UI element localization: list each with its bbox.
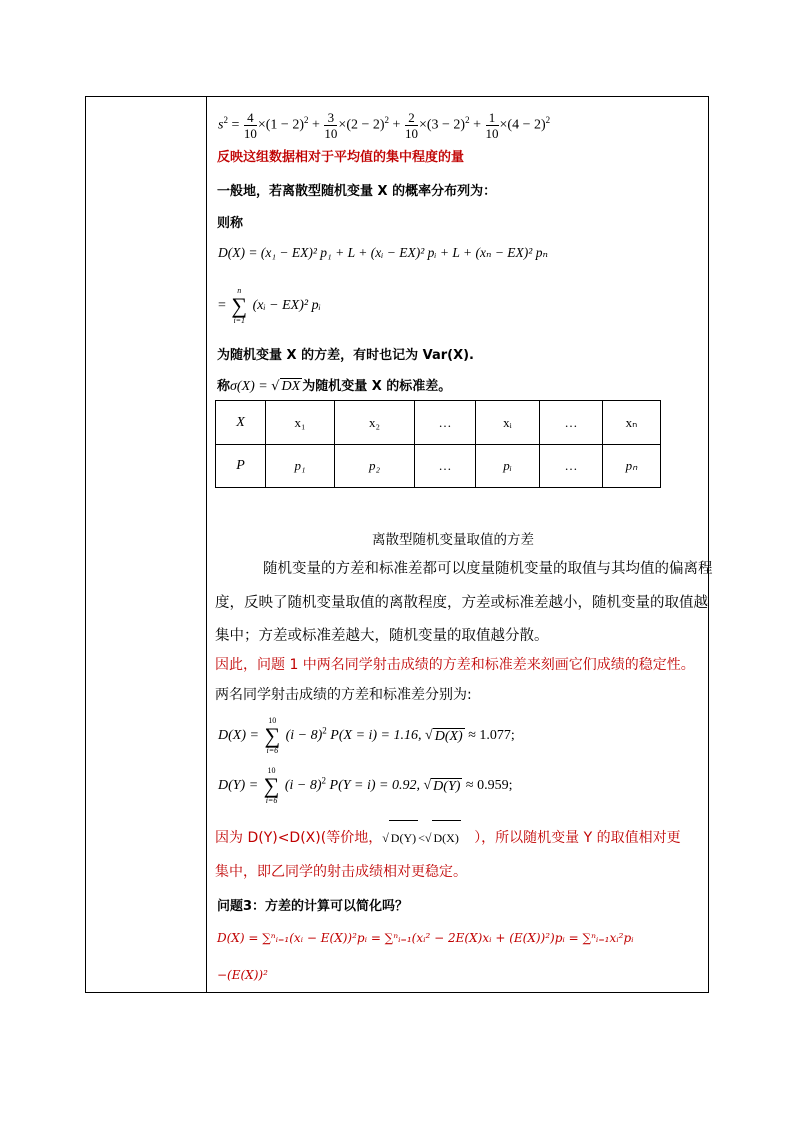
dx-result-formula: D(X) = 10 ∑ i=6 $(i - 8)^2$ P(X = i) = 1.16, √ D(X) ≈ 1.077; [218,716,515,755]
summation-sign: n ∑ i=1 [231,286,248,325]
std-deviation-line: 称σ(X) = √ DX 为随机变量 X 的标准差。 [217,379,452,394]
summation-sign: 10 ∑ i=6 [264,716,281,755]
fraction-term-2: $\frac{3}{10}$ [324,109,338,141]
simplify-formula-line-2: −(E(X))² [217,968,268,982]
table-cell: … [415,445,476,488]
paragraph-line-2: 度，反映了随机变量取值的离散程度，方差或标准差越小，随机变量的取值越 [215,595,708,611]
table-cell: p₁ [266,445,335,488]
paragraph-line-3: 集中；方差或标准差越大，随机变量的取值越分散。 [215,628,549,644]
dx-sum-formula: = n ∑ i=1 (xᵢ − EX)² pᵢ [218,286,321,325]
table-cell: P [216,445,266,488]
table-cell: … [415,401,476,445]
table-cell: … [540,445,603,488]
fraction-term-4: $\frac{1}{10}$ [485,109,499,141]
line-both-students: 两名同学射击成绩的方差和标准差分别为: [215,687,472,703]
distribution-table [215,400,661,488]
table-cell: x₁ [266,401,335,445]
red-heading-concentration: 反映这组数据相对于平均值的集中程度的量 [217,150,465,165]
question-3: 问题3：方差的计算可以简化吗？ [217,899,409,914]
table-cell: p₂ [335,445,415,488]
table-cell: … [540,401,603,445]
simplify-formula-line-1: D(X) = ∑ⁿᵢ₌₁(xᵢ − E(X))²pᵢ = ∑ⁿᵢ₌₁(xᵢ² − 2E(X)xᵢ + (E(X))²)pᵢ = ∑ⁿᵢ₌₁xᵢ²pᵢ [217,931,634,945]
table-cell: xₙ [603,401,661,445]
summation-sign: 10 ∑ i=6 [263,766,280,805]
fraction-term-1: $\frac{4}{10}$ [243,109,257,141]
because-line-2: 集中，即乙同学的射击成绩相对更稳定。 [215,864,467,880]
paragraph-line-1: 随机变量的方差和标准差都可以度量随机变量的取值与其均值的偏离程 [263,561,713,577]
column-divider [206,96,207,993]
bold-line-variance-def: 为随机变量 X 的方差，有时也记为 Var(X). [217,348,474,363]
bold-line-distribution-intro: 一般地，若离散型随机变量 X 的概率分布列为： [217,184,497,199]
bold-line-then-call: 则称 [217,216,244,231]
dx-definition-formula: D(X) = (x₁ − EX)² p₁ + L + (xᵢ − EX)² pᵢ + L + (xₙ − EX)² pₙ [218,245,548,260]
s-symbol: s [218,117,224,133]
table-cell: X [216,401,266,445]
variance-example-formula: $s^2$ = $\frac{4}{10}$ $\times(1 - 2)^2$ + $\frac{3}{10}$ $\times(2 - 2)^2$ + $\frac{2}{10}$ $\times(3 - 2)^2$ + $\frac{1}{10}$ $\times(4 - 2)^2$ [218,109,551,141]
red-line-problem-1: 因此，问题 1 中两名同学射击成绩的方差和标准差来刻画它们成绩的稳定性。 [215,657,695,673]
because-line-1: 因为 D(Y)<D(X)(等价地，√ D(Y) <√ D(X) ），所以随机变量 Y 的取值相对更 [215,820,681,855]
dy-result-formula: D(Y) = 10 ∑ i=6 $(i - 8)^2$ P(Y = i) = 0.92, √ D(Y) ≈ 0.959; [218,766,513,805]
table-cell: pᵢ [476,445,540,488]
table-cell: x₂ [335,401,415,445]
fraction-term-3: $\frac{2}{10}$ [404,109,418,141]
section-title: 离散型随机变量取值的方差 [372,532,534,548]
table-cell: pₙ [603,445,661,488]
table-cell: xᵢ [476,401,540,445]
